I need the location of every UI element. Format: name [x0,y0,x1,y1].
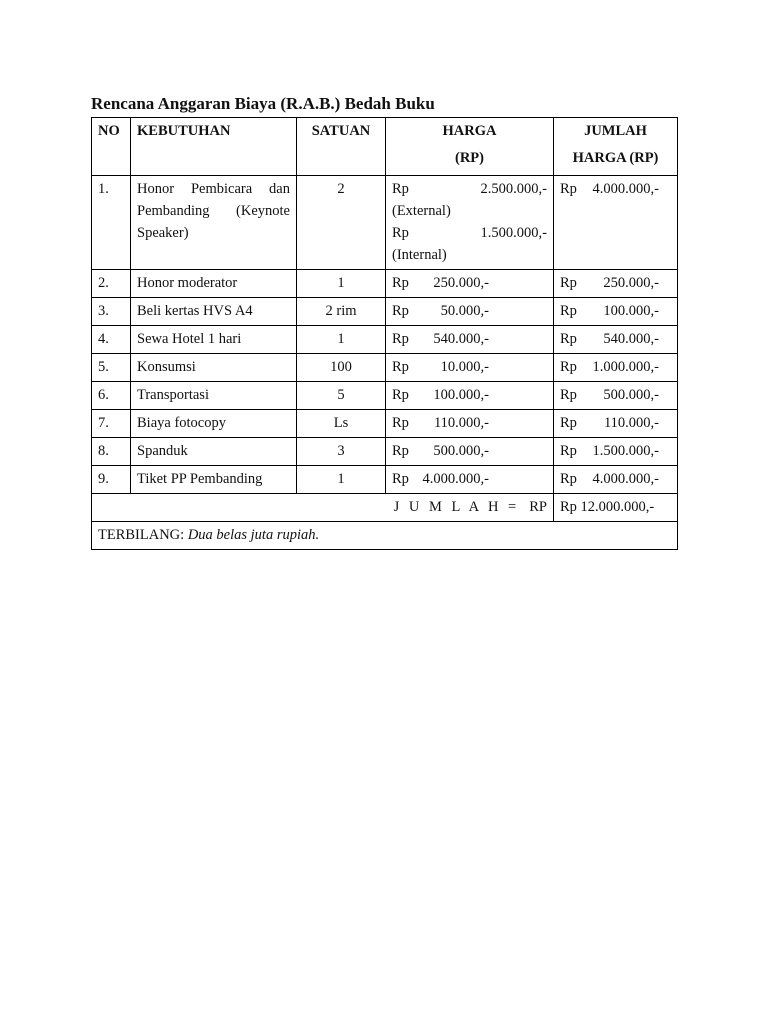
row-kebutuhan: Biaya fotocopy [131,410,297,438]
row-satuan: 100 [297,354,386,382]
table-row [92,382,678,410]
row-no: 6. [92,382,131,410]
row-satuan: 2 [297,176,386,270]
row-jumlah [554,176,678,270]
currency-label: Rp [392,387,409,403]
row-kebutuhan: Konsumsi [131,354,297,382]
row-harga [386,298,554,326]
header-harga [386,118,554,176]
amount-value: 4.000.000,- [592,471,659,487]
amount-value: 540.000,- [433,331,489,347]
currency-label: Rp [392,471,409,487]
harga-money [392,300,547,322]
jumlah-money [560,412,671,434]
header-no: NO [92,118,131,176]
row-kebutuhan: Sewa Hotel 1 hari [131,326,297,354]
harga-money [392,468,547,490]
row-no: 1. [92,176,131,270]
currency-label: Rp [560,303,577,319]
currency-label: Rp [560,359,577,375]
amount-value: 100.000,- [433,387,489,403]
harga-external [392,178,547,200]
row-jumlah [554,298,678,326]
jumlah-money [560,440,671,462]
total-value: Rp 12.000.000,- [554,494,678,522]
row-no: 5. [92,354,131,382]
terbilang-cell [92,522,678,550]
page-title: Rencana Anggaran Biaya (R.A.B.) Bedah Buku [91,94,435,113]
row-harga [386,326,554,354]
currency-label: Rp [392,415,409,431]
row-harga [386,382,554,410]
header-jumlah [554,118,678,176]
table-row [92,438,678,466]
harga-money [392,272,547,294]
amount-value: 540.000,- [603,331,659,347]
amount-value: 10.000,- [440,359,489,375]
currency-label: Rp [392,275,409,291]
row-jumlah [554,382,678,410]
currency-label: Rp [392,359,409,375]
total-label-rp: RP [529,499,547,515]
harga-money [392,356,547,378]
terbilang-row [92,522,678,550]
currency-label: Rp [560,471,577,487]
currency-label: Rp [560,415,577,431]
row-harga [386,354,554,382]
harga-money [392,412,547,434]
amount-value: 110.000,- [603,415,659,431]
table-row [92,410,678,438]
total-row [92,494,678,522]
harga-internal-label: (Internal) [392,247,447,263]
row-kebutuhan: Spanduk [131,438,297,466]
row-kebutuhan: Honor Pembicara dan Pembanding (Keynote Speaker) [131,176,297,270]
terbilang-label: TERBILANG: [98,527,185,543]
currency-label: Rp [560,331,577,347]
harga-internal [392,222,547,244]
amount-value: 4.000.000,- [592,181,659,197]
amount-value: 500.000,- [603,387,659,403]
amount-value: 110.000,- [433,415,489,431]
amount-value: 2.500.000,- [480,181,547,197]
row-satuan: 3 [297,438,386,466]
row-harga [386,410,554,438]
row-no: 4. [92,326,131,354]
row-kebutuhan: Transportasi [131,382,297,410]
amount-value: 500.000,- [433,443,489,459]
currency-label: Rp [392,331,409,347]
row-kebutuhan: Beli kertas HVS A4 [131,298,297,326]
amount-value: 100.000,- [603,303,659,319]
jumlah-money [560,328,671,350]
header-jumlah-line2: HARGA (RP) [572,150,659,166]
harga-money [392,328,547,350]
row-no: 3. [92,298,131,326]
currency-label: Rp [392,225,409,241]
row-satuan: 1 [297,326,386,354]
row-jumlah [554,270,678,298]
table-row [92,270,678,298]
amount-value: 250.000,- [433,275,489,291]
harga-money [392,440,547,462]
header-satuan: SATUAN [297,118,386,176]
row-satuan: 2 rim [297,298,386,326]
amount-value: 4.000.000,- [422,471,489,487]
currency-label: Rp [560,387,577,403]
amount-value: 1.000.000,- [592,359,659,375]
row-no: 7. [92,410,131,438]
currency-label: Rp [392,181,409,197]
currency-label: Rp [560,443,577,459]
table-row [92,326,678,354]
harga-external-label: (External) [392,203,451,219]
header-jumlah-line1: JUMLAH [584,123,647,139]
amount-value: 1.500.000,- [480,225,547,241]
amount-value: 250.000,- [603,275,659,291]
jumlah-money [560,272,671,294]
currency-label: Rp [560,275,577,291]
table-header-row [92,118,678,176]
jumlah-money [560,468,671,490]
row-kebutuhan: Tiket PP Pembanding [131,466,297,494]
row-harga [386,438,554,466]
row-satuan: Ls [297,410,386,438]
row-harga [386,466,554,494]
currency-label: Rp [392,443,409,459]
row-jumlah [554,410,678,438]
row-satuan: 1 [297,270,386,298]
row-jumlah [554,438,678,466]
row-kebutuhan: Honor moderator [131,270,297,298]
header-harga-line2: (RP) [455,150,484,166]
table-row [92,176,678,270]
table-row [92,354,678,382]
table-row [92,298,678,326]
row-jumlah [554,466,678,494]
header-harga-line1: HARGA [442,123,497,139]
row-jumlah [554,354,678,382]
row-no: 2. [92,270,131,298]
jumlah-money [560,300,671,322]
amount-value: 50.000,- [440,303,489,319]
row-harga [386,176,554,270]
currency-label: Rp [560,181,577,197]
jumlah-money [560,356,671,378]
total-label: J U M L A H = [393,499,520,515]
table-row [92,466,678,494]
jumlah-money [560,384,671,406]
total-label-cell [92,494,554,522]
budget-table [91,117,678,550]
harga-money [392,384,547,406]
row-satuan: 1 [297,466,386,494]
row-no: 9. [92,466,131,494]
header-kebutuhan: KEBUTUHAN [131,118,297,176]
amount-value: 1.500.000,- [592,443,659,459]
row-satuan: 5 [297,382,386,410]
row-no: 8. [92,438,131,466]
row-harga [386,270,554,298]
jumlah-money [560,178,671,200]
terbilang-text: Dua belas juta rupiah. [187,527,320,543]
row-jumlah [554,326,678,354]
currency-label: Rp [392,303,409,319]
